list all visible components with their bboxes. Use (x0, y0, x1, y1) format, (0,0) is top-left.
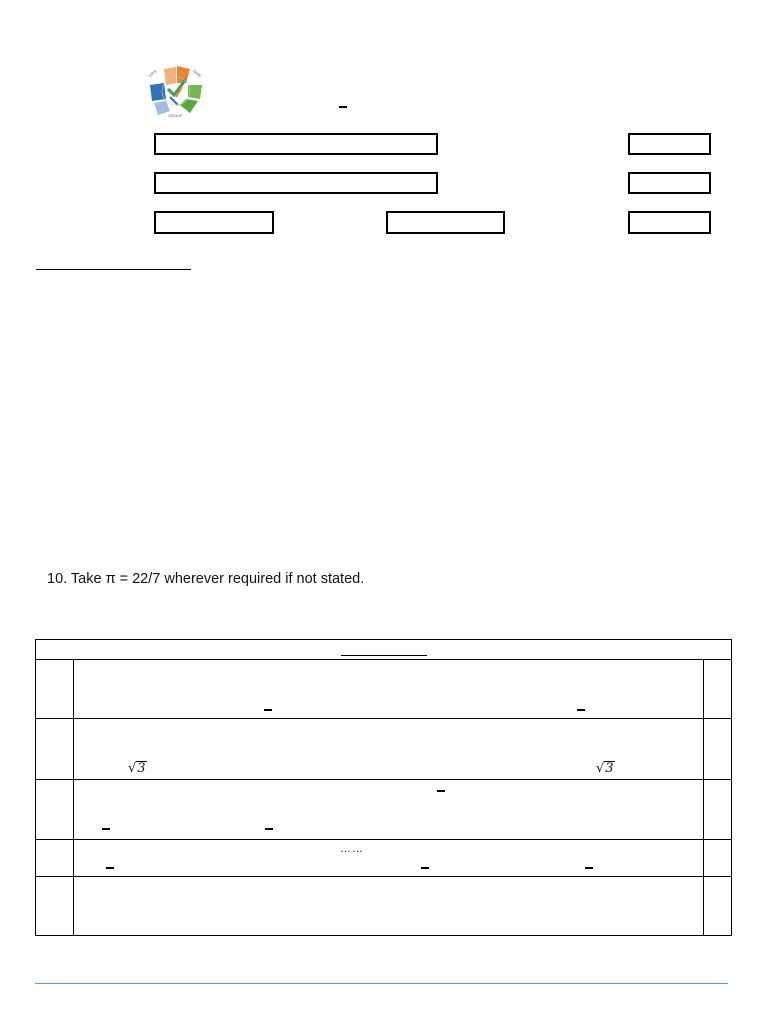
question-number-cell (36, 877, 74, 936)
logo-text-top-left: VIPS (147, 68, 158, 79)
fraction-bar (577, 709, 585, 711)
fraction-bar (106, 867, 114, 869)
footer-divider (35, 983, 728, 984)
question-text-cell (74, 877, 704, 936)
fraction-bar (102, 828, 110, 830)
question-marks-cell (704, 660, 732, 719)
date-field[interactable] (154, 211, 274, 234)
roll-number-field[interactable] (628, 133, 711, 155)
question-marks-cell (704, 840, 732, 877)
school-logo (146, 63, 206, 119)
time-field[interactable] (386, 211, 505, 234)
question-number-cell (36, 719, 74, 780)
question-row (36, 840, 732, 877)
sqrt-expression: √3 (128, 761, 146, 776)
question-marks-cell (704, 780, 732, 840)
question-number-cell (36, 780, 74, 840)
instruction-item-10: 10. Take π = 22/7 wherever required if not stated. (47, 571, 365, 587)
question-text-cell (74, 719, 704, 780)
title-dash (339, 106, 347, 108)
question-row (36, 877, 732, 936)
marks-field[interactable] (628, 211, 711, 234)
question-row (36, 719, 732, 780)
question-number-cell (36, 840, 74, 877)
question-text-cell (74, 780, 704, 840)
fraction-bar (265, 828, 273, 830)
class-field[interactable] (628, 172, 711, 194)
question-marks-cell (704, 877, 732, 936)
section-header-row (36, 640, 732, 660)
fraction-bar (264, 709, 272, 711)
question-number-cell (36, 660, 74, 719)
sqrt-expression: √3 (596, 761, 614, 776)
logo-text-bottom: GROUP (168, 113, 183, 118)
question-marks-cell (704, 719, 732, 780)
fraction-bar (437, 790, 445, 792)
fraction-bar (421, 867, 429, 869)
question-row (36, 780, 732, 840)
instructions-heading-underline (36, 269, 191, 270)
question-row (36, 660, 732, 719)
section-header-cell (36, 640, 732, 660)
blank-dots: …… (340, 843, 364, 855)
section-title-underline (341, 655, 427, 656)
logo-text-top-right: TARK (191, 68, 203, 79)
name-field[interactable] (154, 133, 438, 155)
question-table (35, 639, 732, 936)
question-text-cell (74, 840, 704, 877)
fraction-bar (585, 867, 593, 869)
question-text-cell (74, 660, 704, 719)
school-field[interactable] (154, 172, 438, 194)
